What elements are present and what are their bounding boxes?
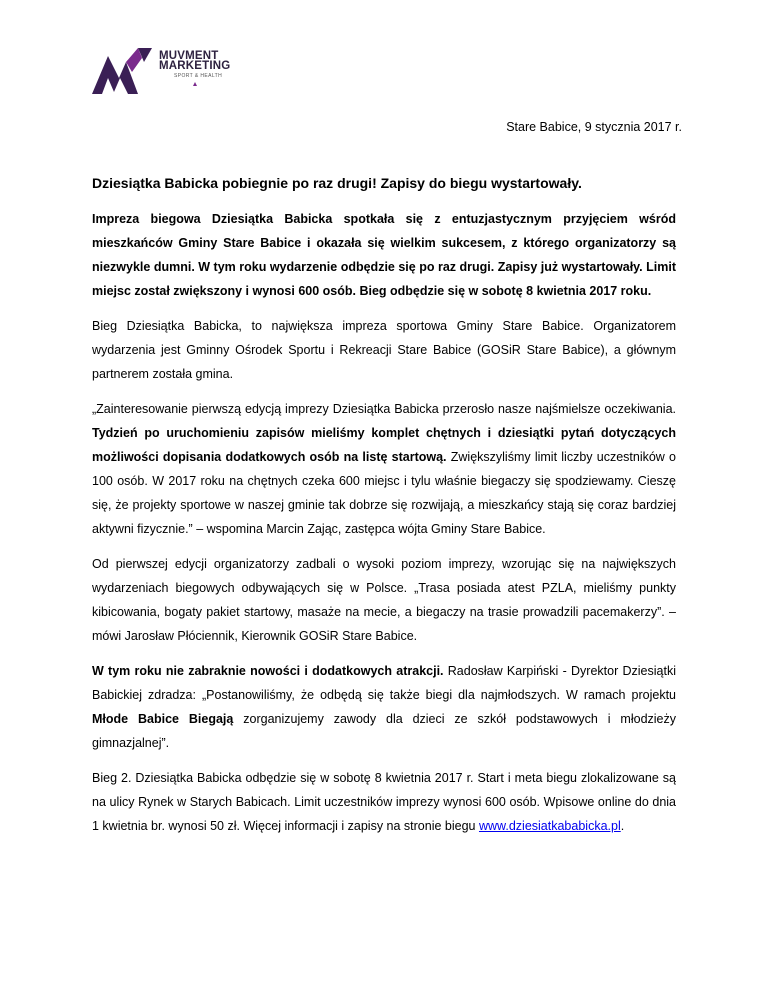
paragraph-1: Bieg Dziesiątka Babicka, to największa impreza sportowa Gminy Stare Babice. Organizatorem wydarzenia jest Gminny Ośrodek Sportu i Rekreacji Stare Babice (GOSiR Stare Babice), a głównym partnerem została gmina. [92,319,676,381]
p2-bold: Tydzień po uruchomieniu zapisów mieliśmy komplet chętnych i dziesiątki pytań dotyczących możliwości dopisania dodatkowych osób na listę startową. [92,426,676,464]
p2-text-c: Zwiększyliśmy limit liczby uczestników o 100 osób. W 2017 roku na chętnych czeka 600 miejsc i tylu właśnie biegaczy się spodziewamy. Cieszę się, że projekty sportowe w naszej gminie tak dobrze się rozwijają, a mieszkańcy stają się coraz bardziej aktywni fizycznie.” – wspomina Marcin Zając, zastępca wójta Gminy Stare Babice. [92,450,677,536]
p5-text: Bieg 2. Dziesiątka Babicka odbędzie się w sobotę 8 kwietnia 2017 r. Start i meta biegu zlokalizowane są na ulicy Rynek w Starych Babicach. Limit uczestników imprezy wynosi 600 osób. Wpisowe online do dnia 1 kwietnia br. wynosi 50 zł. Więcej informacji i zapisy na stronie biegu [92,771,676,833]
logo-triangle-icon [193,82,197,86]
document-title: Dziesiątka Babicka pobiegnie po raz drugi! Zapisy do biegu wystartowały. [92,175,582,191]
logo-line1: MUVMENT [159,50,219,62]
paragraph-3: Od pierwszej edycji organizatorzy zadbali o wysoki poziom imprezy, wzorując się na największych wydarzeniach biegowych odbywających się w Polsce. „Trasa posiada atest PZLA, mieliśmy punkty kibicowania, bogaty pakiet startowy, masaże na mecie, a biegaczy na trasie prowadzili pacemakerzy”. – mówi Jarosław Płóciennik, Kierownik GOSiR Stare Babice. [92,557,676,643]
p5-end: . [620,819,625,833]
document-date: Stare Babice, 9 stycznia 2017 r. [506,120,682,134]
logo-line2: MARKETING [159,60,231,72]
p4-bold-a: W tym roku nie zabraknie nowości i dodatkowych atrakcji. [92,664,444,678]
website-link[interactable]: www.dziesiatkababicka.pl [478,819,621,833]
document-body [92,175,676,849]
p4-text-d: zorganizujemy zawody dla dzieci ze szkół podstawowych i młodzieży gimnazjalnej”. [92,712,677,750]
p4-text-b: Radosław Karpiński - Dyrektor Dziesiątki Babickiej zdradza: „Postanowiliśmy, że odbędą się także biegi dla najmłodszych. W ramach projektu [92,664,676,702]
p4-bold-c: Młode Babice Biegają [92,712,234,726]
paragraph-4 [92,659,676,755]
logo-tagline: SPORT & HEALTH [174,73,223,79]
company-logo [92,48,242,98]
paragraph-2 [92,397,676,541]
logo-mark-icon [92,48,158,96]
p2-text-a: „Zainteresowanie pierwszą edycją imprezy Dziesiątka Babicka przerosło nasze najśmielsze oczekiwania. [92,402,676,416]
paragraph-5 [92,766,676,838]
lead-paragraph: Impreza biegowa Dziesiątka Babicka spotkała się z entuzjastycznym przyjęciem wśród mieszkańców Gminy Stare Babice i okazała się wielkim sukcesem, z którego organizatorzy są niezwykle dumni. W tym roku wydarzenie odbędzie się po raz drugi. Zapisy już wystartowały. Limit miejsc został zwiększony i wynosi 600 osób. Bieg odbędzie się w sobotę 8 kwietnia 2017 roku. [92,212,676,298]
